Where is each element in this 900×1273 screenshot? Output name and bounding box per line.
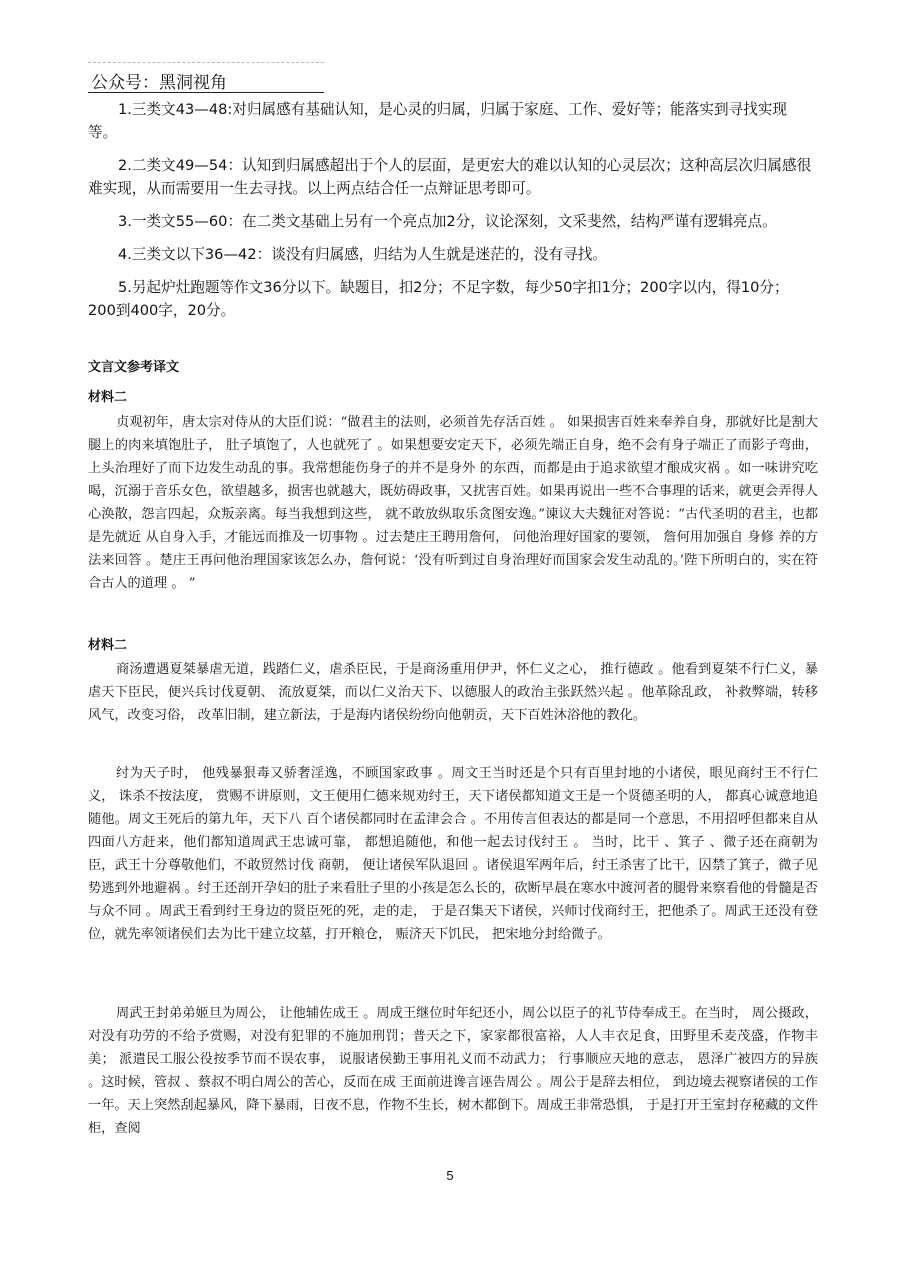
material1-paragraph: 贞观初年，唐太宗对侍从的大臣们说：“做君主的法则，必须首先存活百姓 。 如果损害百姓来奉养自身，那就好比是割大腿上的肉来填饱肚子， 肚子填饱了，人也就死了 。如果想要安定天下，必须先端正自身，绝不会有身子端正了而影子弯曲，上头治理好了而下边发生动乱的事。我常想能伤身子的并不是身外 的东西，而都是由于追求欲望才酿成灾祸 。如一味讲究吃喝，沉溺于音乐女色，欲望越多，损害也就越大，既妨碍政事，又扰害百姓。如果再说出一些不合事理的话来，就更会弄得人心涣散，怨言四起，众叛亲离。每当我想到这些， 就不敢放纵取乐贪图安逸。”谏议大夫魏征对答说：“古代圣明的君主，也都是先就近 从自身入手，才能远而推及一切事物 。过去楚庄王聘用詹何， 问他治理好国家的要领， 詹何用加强自 身修 养的方法来回答 。楚庄王再问他治理国家该怎么办，詹何说：‘没有听到过自身治理好而国家会发生动乱的。’陛下所明白的，实在符合古人的道理 。 ” (88, 415, 818, 591)
material1-heading: 材料二 (88, 390, 128, 405)
material2-body-c (88, 1002, 818, 1140)
rubric-item: 1.三类文43—48:对归属感有基础认知，是心灵的归属，归属于家庭、工作、爱好等；能落实到寻找实现等。 (88, 101, 787, 141)
material2-paragraph: 周武王封弟弟姬旦为周公， 让他辅佐成王 。周成王继位时年纪还小，周公以臣子的礼节侍奉成王。在当时， 周公摄政， 对没有功劳的不给予赏赐，对没有犯罪的不施加刑罚；普天之下，家家都很富裕，人人丰衣足食，田野里禾麦茂盛，作物丰美； 派遣民工服公役按季节而不误农事， 说服诸侯勤王事用礼义而不动武力； 行事顺应天地的意志， 恩泽广被四方的异族 。这时候，管叔 、蔡叔不明白周公的苦心，反而在成 王面前进谗言诬告周公 。周公于是辞去相位， 到边境去视察诸侯的工作一年。天上突然刮起暴风，降下暴雨，日夜不息，作物不生长，树木都倒下。周成王非常恐惧， 于是打开王室封存秘藏的文件柜，查阅 (88, 1006, 818, 1136)
material1-body (88, 411, 818, 595)
material2-body-a (88, 658, 818, 727)
watermark-label: 公众号：黑洞视角 (91, 73, 227, 93)
scoring-rubric (88, 98, 816, 332)
rubric-item: 5.另起炉灶跑题等作文36分以下。缺题目，扣2分；不足字数，每少50字扣1分；200字以内，得10分；200到400字，20分。 (88, 279, 789, 319)
material2-paragraph: 纣为天子时， 他残暴狠毒又骄奢淫逸，不顾国家政事 。周文王当时还是个只有百里封地的小诸侯，眼见商纣王不行仁义， 诛杀不按法度， 赏赐不讲原则，文王便用仁德来规劝纣王，天下诸侯都知道文王是一个贤德圣明的人， 都真心诚意地追随他。周文王死后的第九年，天下八 百个诸侯都同时在孟津会合 。不用传言但表达的都是同一个意思，不用招呼但都来自从四面八方赶来，他们都知道周武王忠诚可靠， 都想追随他，和他一起去讨伐纣王 。 当时，比干 、箕子 、微子还在商朝为臣，武王十分尊敬他们，不敢贸然讨伐 商朝， 便让诸侯军队退回 。诸侯退军两年后，纣王杀害了比干，囚禁了箕子，微子见势逃到外地避祸 。纣王还剖开孕妇的肚子来看肚子里的小孩是怎么长的，砍断早晨在寒水中渡河者的腿骨来察看他的骨髓是否与众不同 。周武王看到纣王身边的贤臣死的死，走的走， 于是召集天下诸侯，兴师讨伐商纣王，把他杀了。周武王还没有登位，就先率领诸侯们去为比干建立坟墓，打开粮仓， 赈济天下饥民， 把宋地分封给微子。 (88, 766, 818, 942)
rubric-item: 4.三类文以下36—42：谈没有归属感，归结为人生就是迷茫的，没有寻找。 (118, 246, 607, 263)
material2-body-b (88, 762, 818, 946)
translation-title: 文言文参考译文 (88, 360, 180, 375)
page-number: 5 (446, 1168, 454, 1183)
rubric-item: 3.一类文55—60：在二类文基础上另有一个亮点加2分，议论深刻，文采斐然，结构严谨有逻辑亮点。 (118, 213, 777, 230)
header-rule (88, 92, 324, 93)
rubric-item: 2.二类文49—54：认知到归属感超出于个人的层面，是更宏大的难以认知的心灵层次；这种高层次归属感很难实现，从而需要用一生去寻找。以上两点结合任一点辩证思考即可。 (88, 157, 812, 197)
material2-heading: 材料二 (88, 638, 128, 653)
material2-paragraph: 商汤遭遇夏桀暴虐无道，践踏仁义，虐杀臣民，于是商汤重用伊尹，怀仁义之心， 推行德政 。他看到夏桀不行仁义，暴虐天下臣民，便兴兵讨伐夏朝、 流放夏桀，而以仁义治天下、以德服人的政治主张跃然兴起 。他革除乱政， 补救弊端，转移风气，改变习俗， 改革旧制，建立新法，于是海内诸侯纷纷向他朝贡，天下百姓沐浴他的教化。 (88, 662, 818, 723)
